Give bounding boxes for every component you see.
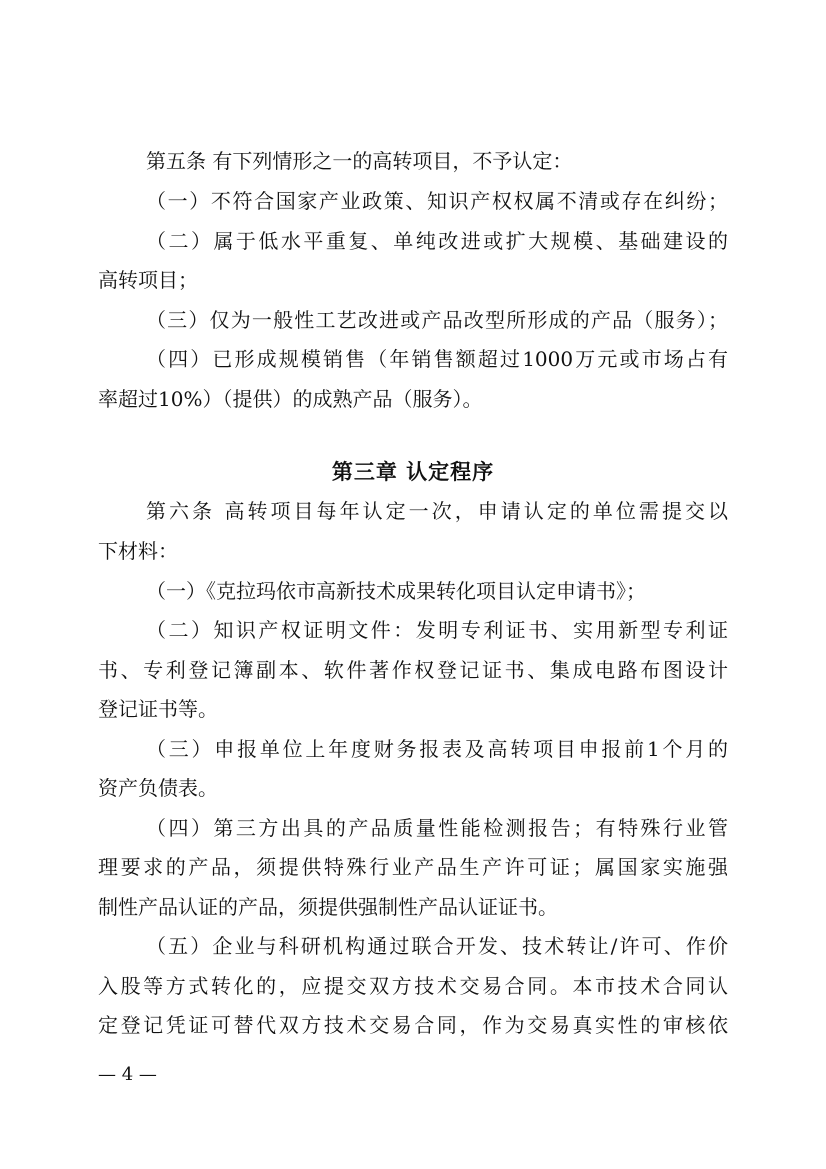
article6-item5-line3: 定登记凭证可替代双方技术交易合同，作为交易真实性的审核依 [98,1013,728,1037]
article5-item2-line1: （二）属于低水平重复、单纯改进或扩大规模、基础建设的 [146,229,728,253]
article6-item4-line1: （四）第三方出具的产品质量性能检测报告；有特殊行业管 [146,816,728,840]
article5-item4-line1: （四）已形成规模销售（年销售额超过1000万元或市场占有 [146,347,728,371]
article5-heading: 第五条 有下列情形之一的高转项目，不予认定： [146,149,573,173]
article6-item3-line1: （三）申报单位上年度财务报表及高转项目申报前1个月的 [146,737,728,761]
article6-item4-line3: 制性产品认证的产品，须提供强制性产品认证证书。 [98,895,558,919]
article6-item2-line3: 登记证书等。 [98,697,218,721]
article5-item2-line2: 高转项目； [98,268,198,292]
article5-item4-line2: 率超过10%）（提供）的成熟产品（服务）。 [98,387,483,411]
page-number: — 4 — [98,1064,157,1085]
article6-item1: （一）《克拉玛依市高新技术成果转化项目认定申请书》； [146,579,646,603]
article6-intro-line1: 第六条 高转项目每年认定一次，申请认定的单位需提交以 [146,499,728,523]
article6-item5-line1: （五）企业与科研机构通过联合开发、技术转让/许可、作价 [146,934,728,958]
article6-item4-line2: 理要求的产品，须提供特殊行业产品生产许可证；属国家实施强 [98,855,728,879]
article5-item1: （一）不符合国家产业政策、知识产权权属不清或存在纠纷； [146,189,728,213]
article6-item5-line2: 入股等方式转化的，应提交双方技术交易合同。本市技术合同认 [98,974,728,998]
chapter-title: 第三章 认定程序 [331,460,495,484]
article6-item3-line2: 资产负债表。 [98,776,218,800]
article6-item2-line1: （二）知识产权证明文件：发明专利证书、实用新型专利证 [146,618,728,642]
article5-item3: （三）仅为一般性工艺改进或产品改型所形成的产品（服务）； [146,308,728,332]
article6-intro-line2: 下材料： [98,539,178,563]
article6-item2-line2: 书、专利登记簿副本、软件著作权登记证书、集成电路布图设计 [98,658,728,682]
